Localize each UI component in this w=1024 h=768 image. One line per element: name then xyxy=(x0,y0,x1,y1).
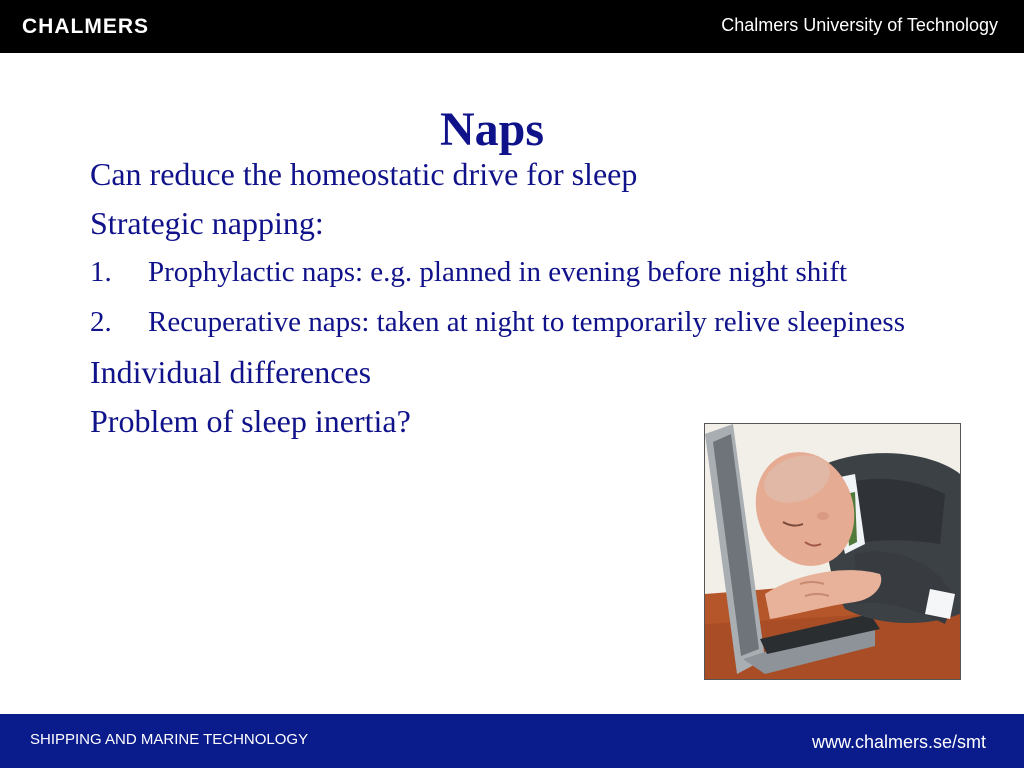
numbered-item-recuperative xyxy=(90,302,940,343)
university-name: Chalmers University of Technology xyxy=(721,15,998,35)
item-text: Recuperative naps: taken at night to temporarily relive sleepiness xyxy=(148,306,905,338)
slide-title: Naps xyxy=(439,103,545,156)
bullet-sleep-inertia: Problem of sleep inertia? xyxy=(90,403,411,439)
item-number: 2. xyxy=(90,306,112,338)
slide-body xyxy=(90,154,940,450)
bullet-strategic-napping: Strategic napping: xyxy=(90,205,324,241)
chalmers-logo: CHALMERS xyxy=(22,15,149,38)
item-number: 1. xyxy=(90,256,112,288)
department-name: SHIPPING AND MARINE TECHNOLOGY xyxy=(30,731,309,748)
footer-bar xyxy=(0,714,1024,768)
bullet-individual-differences: Individual differences xyxy=(90,354,372,390)
numbered-item-prophylactic xyxy=(90,252,940,293)
header-bar xyxy=(0,0,1024,53)
website-url[interactable]: www.chalmers.se/smt xyxy=(811,732,986,752)
sleeping-man-illustration xyxy=(705,424,960,679)
item-text: Prophylactic naps: e.g. planned in evening before night shift xyxy=(148,256,848,288)
sleeping-man-photo xyxy=(704,423,961,680)
bullet-homeostatic: Can reduce the homeostatic drive for sleep xyxy=(90,156,638,192)
